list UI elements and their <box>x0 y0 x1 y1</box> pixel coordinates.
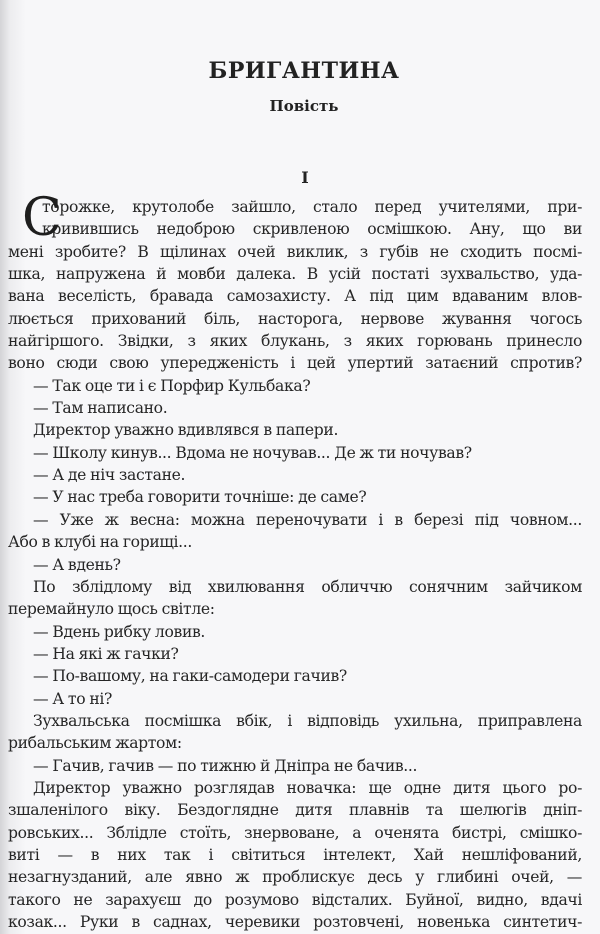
text-line: рибальським жартом: <box>8 734 182 753</box>
book-subtitle: Повість <box>269 97 339 115</box>
book-title: БРИГАНТИНА <box>208 58 400 84</box>
text-line: Або в клубі на горищі... <box>8 533 192 552</box>
opening-paragraph-start <box>8 188 582 248</box>
text-line: Директор уважно вдивлявся в папери. <box>33 421 339 440</box>
dialogue-line: — Школу кинув... Вдома не ночував... Де ж ти ночував? <box>33 443 472 462</box>
text-line: шка, напружена й мовби далека. В усій постаті зухвальство, уда- <box>8 265 582 284</box>
dialogue-line: — А то ні? <box>33 689 113 708</box>
drop-cap: С <box>22 188 62 248</box>
dialogue-line: — Гачив, гачив — по тижню й Дніпра не бачив... <box>33 756 418 775</box>
text-line: зшаленілого віку. Бездоглядне дитя плавнів та шелюгів дніп- <box>8 801 582 820</box>
text-line: Зухвальська посмішка вбік, і відповідь ухильна, приправлена <box>33 711 582 730</box>
body-text <box>8 188 582 933</box>
dialogue-line: — У нас треба говорити точніше: де саме? <box>33 488 367 507</box>
text-line: вана веселість, бравада самозахисту. А під цим вдаваним влов- <box>8 287 582 306</box>
text-line: воно сюди свою упередженість і цей упертий затаєний спротив? <box>8 354 582 373</box>
text-line: такого не зарахуєш до розумово відсталих. Буйної, видно, вдачі <box>8 890 582 909</box>
text-line: козак... Руки в саднах, черевики розтовчені, новенька синтетич- <box>8 913 582 931</box>
text-line: люється прихований біль, насторога, нервове жування чогось <box>8 309 582 328</box>
text-line: найгіршого. Звідки, з яких блукань, з яких горювань принесло <box>8 332 582 351</box>
text-line: По зблідлому від хвилювання обличчю сонячним зайчиком <box>33 577 582 596</box>
text-line: незагнузданий, але явно ж проблискує десь у глибині очей, — <box>8 868 582 887</box>
dialogue-line: — Уже ж весна: можна переночувати і в березі під човном... <box>33 510 582 529</box>
text-line: торожке, крутолобе зайшло, стало перед учителями, при- <box>42 198 582 216</box>
dialogue-line: — Так оце ти і є Порфир Кульбака? <box>33 376 311 395</box>
chapter-number: I <box>301 168 309 187</box>
dialogue-line: — По-вашому, на гаки-самодери гачив? <box>33 667 347 686</box>
text-line: мені зробите? В щілинах очей виклик, з губів не сходить посмі- <box>8 242 582 261</box>
dialogue-line: — Вдень рибку ловив. <box>33 622 206 641</box>
text-line: кривившись недоброю скривленою осмішкою. Ану, що ви <box>42 220 582 239</box>
dialogue-line: — Там написано. <box>33 399 168 418</box>
text-line: ровських... Зблідле стоїть, знервоване, а оченята бистрі, смішко- <box>8 823 582 842</box>
text-line: виті — в них так і світиться інтелект, Хай нешліфований, <box>8 845 582 864</box>
dialogue-line: — На які ж гачки? <box>33 644 179 663</box>
text-line: перемайнуло щось світле: <box>8 600 215 619</box>
text-line: Директор уважно розглядав новачка: ще одне дитя цього ро- <box>33 778 582 797</box>
dialogue-line: — А де ніч застане. <box>33 466 186 485</box>
dialogue-line: — А вдень? <box>33 555 121 574</box>
